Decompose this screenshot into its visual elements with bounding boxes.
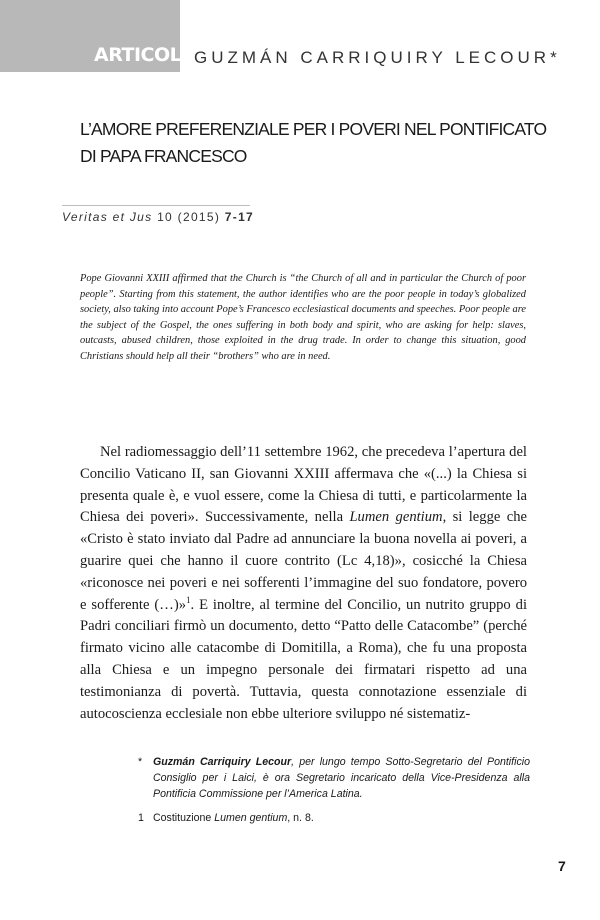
footnote-text [153, 810, 530, 826]
footnote-1 [138, 810, 530, 826]
title-line-2: DI PAPA FRANCESCO [80, 146, 247, 166]
body-text-part-1: Nel radiomessaggio dell’11 settembre 1962, che precedeva l’apertura del Concilio Vaticano II, san Giovanni XXIII affermava che «(...) la Chiesa si presenta quale è, e vuol essere, come la Chiesa di tutti, e particolarmente la Chiesa dei poveri». Successivamente, nella [80, 444, 527, 526]
body-paragraph [80, 442, 527, 725]
citation [62, 210, 254, 224]
author-header: GUZMÁN CARRIQUIRY LECOUR* [194, 48, 561, 67]
footnote-1-before: Costituzione [153, 812, 215, 824]
abstract: Pope Giovanni XXIII affirmed that the Church is “the Church of all and in particular the Church of poor people”. Starting from this statement, the author identifies who are the poor people in today’s globalized society, also taking into account Pope’s Francesco ecclesiastical documents and speeches. Poor people are the subject of the Gospel, the ones suffering in both body and spirit, who are asking for help: slaves, outcasts, abused children, those exploited in the drug trade. In order to change this situation, good Christians should help all their “brothers” who are in need. [80, 273, 526, 362]
journal-pages: 7-17 [224, 210, 255, 224]
divider [62, 205, 250, 206]
footnote-1-after: , n. 8. [287, 812, 314, 824]
article-title [80, 116, 550, 170]
footnote-text [153, 754, 530, 802]
page-number: 7 [558, 858, 566, 874]
footnote-author-name: Guzmán Carriquiry Lecour [153, 756, 292, 768]
journal-name: Veritas et Jus [62, 210, 153, 224]
journal-volume-year: 10 (2015) [152, 210, 225, 224]
footnotes [138, 754, 530, 826]
section-label: ARTICOLI [94, 44, 188, 66]
footnote-marker: * [138, 756, 143, 768]
body-text-part-2: , si legge che «Cristo è stato inviato dal Padre ad annunciare la buona novella ai poveri, a guarire quei che hanno il cuore contrito (Lc 4,18)», cosicché la Chiesa «riconosce nei poveri e nei sofferenti l’immagine del suo fondatore, povero e sofferente (…)» [80, 509, 527, 613]
body-text-part-3: . E inoltre, al termine del Concilio, un nutrito gruppo di Padri conciliari firmò un documento, detto “Patto delle Catacombe” (perché firmato vicino alle catacombe di Domitilla, a Roma), che fu una proposta alla Chiesa e un impegno personale dei firmatari rispetto ad una testimonianza di povertà. Tuttavia, questa connotazione essenziale di autocoscienza ecclesiale non ebbe ulteriore sviluppo né sistematiz- [80, 596, 527, 722]
body-italic-title: Lumen gentium [349, 509, 443, 526]
footnote-reference: 1 [186, 594, 191, 605]
footnote-author-role: , per lungo tempo Sotto-Segretario del Pontificio Consiglio per i Laici, è ora Segretario incaricato della Vice-Presidenza alla Pontificia Commissione per l’America Latina. [153, 756, 530, 800]
title-line-1: L’AMORE PREFERENZIALE PER I POVERI NEL PONTIFICATO [80, 119, 547, 139]
footnote-1-italic: Lumen gentium [214, 812, 288, 824]
footnote-author [138, 754, 530, 802]
footnote-marker: 1 [138, 812, 144, 824]
